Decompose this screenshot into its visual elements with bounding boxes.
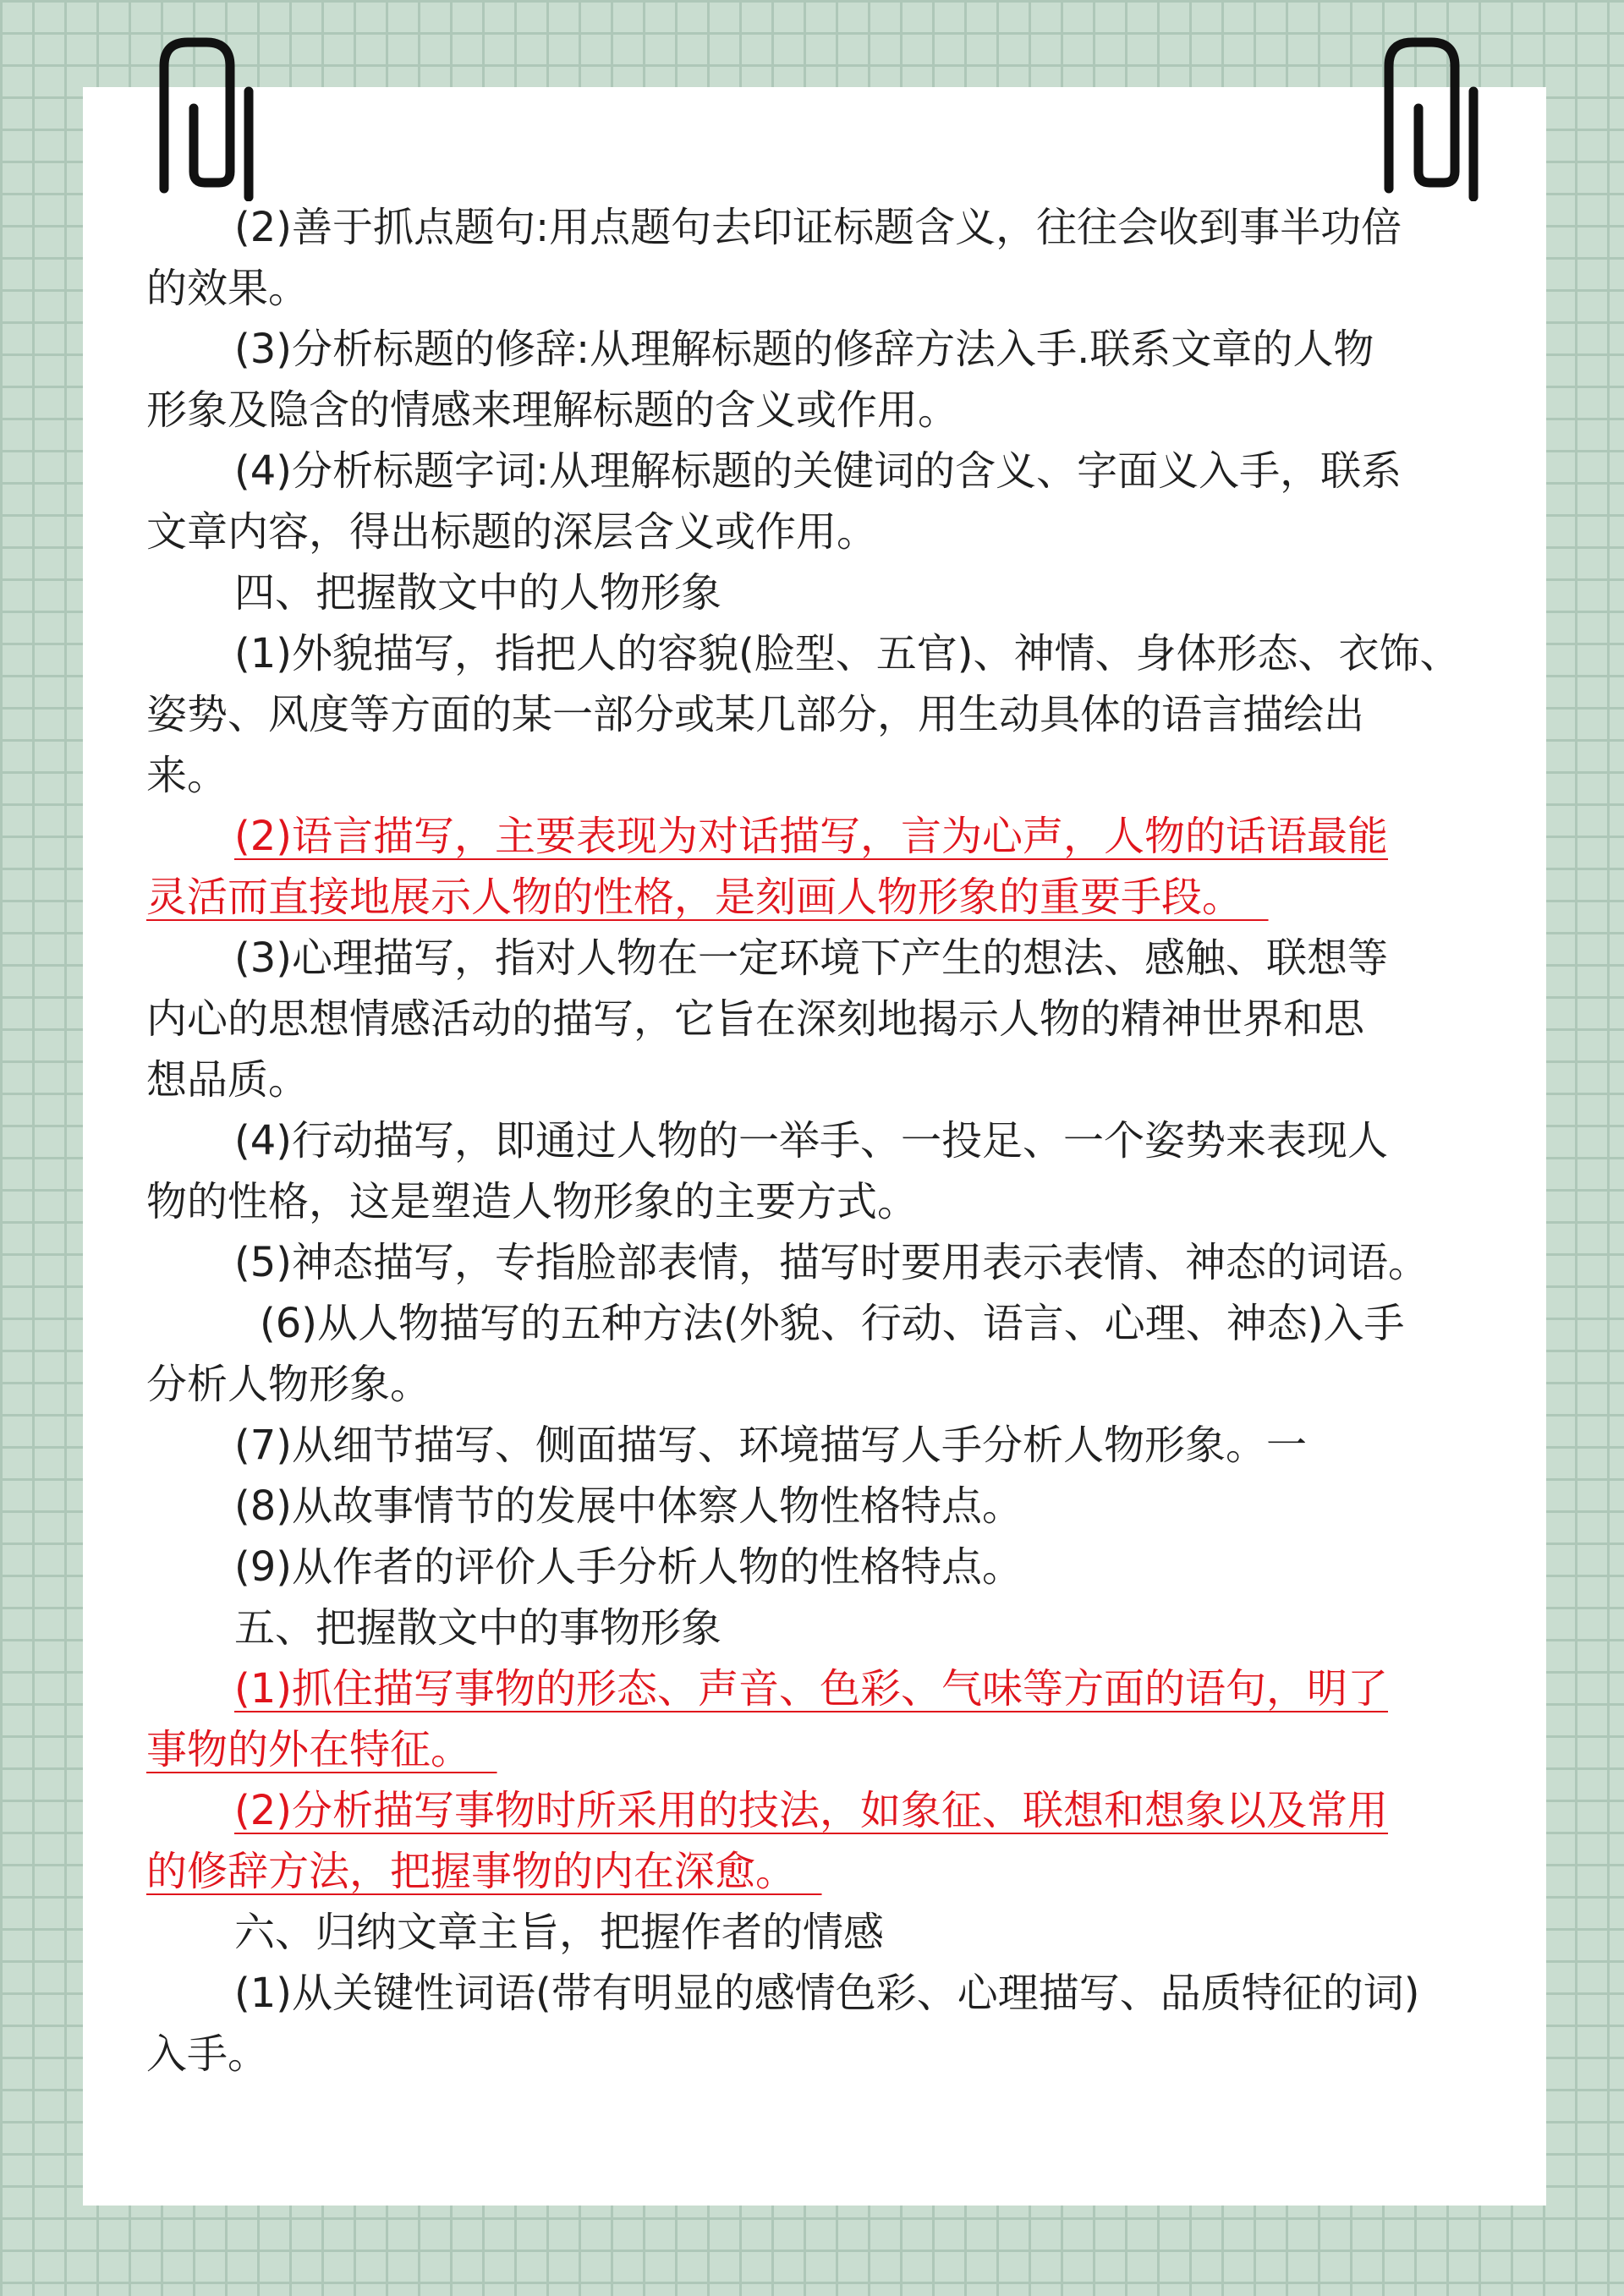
highlighted-line [146,1719,1480,1780]
text-line: 文章内容，得出标题的深层含义或作用。 [146,508,878,556]
text-line: (2)善于抓点题句:用点题句去印证标题含义，往往会收到事半功倍 [234,204,1402,251]
paragraph [146,623,1480,806]
text-line: (7)从细节描写、侧面描写、环境描写人手分析人物形象。一 [234,1422,1307,1469]
section-heading [146,1597,1480,1658]
paragraph [146,1232,1480,1293]
highlighted-text: (2)分析描写事物时所采用的技法，如象征、联想和想象以及常用 [234,1787,1388,1834]
text-line: 入手。 [146,2030,269,2078]
highlighted-text: (2)语言描写，主要表现为对话描写，言为心声，人物的话语最能 [234,813,1388,860]
paragraph [146,1293,1480,1415]
paragraph [146,197,1480,319]
highlighted-line [146,1658,1480,1719]
text-line: (1)从关键性词语(带有明显的感情色彩、心理描写、品质特征的词) [234,1970,1420,2017]
paper-clip-icon [1379,32,1480,201]
paragraph [146,1415,1480,1476]
heading-line: 六、归纳文章主旨，把握作者的情感 [234,1909,885,1956]
highlighted-line [146,867,1480,928]
text-line: (3)分析标题的修辞:从理解标题的修辞方法入手.联系文章的人物 [234,326,1374,373]
highlighted-text: 的修辞方法，把握事物的内在深愈。 [146,1848,822,1895]
text-line: 的效果。 [146,265,310,312]
text-line: 想品质。 [146,1056,310,1104]
text-line: 姿势、风度等方面的某一部分或某几部分，用生动具体的语言描绘出 [146,691,1365,738]
highlighted-paragraph [146,1658,1480,1780]
heading-line: 四、把握散文中的人物形象 [234,569,722,616]
text-line: (1)外貌描写，指把人的容貌(脸型、五官)、神情、身体形态、衣饰、 [234,630,1461,677]
text-line: 来。 [146,752,228,799]
highlighted-paragraph [146,806,1480,928]
text-line: 形象及隐含的情感来理解标题的含义或作用。 [146,386,959,434]
paragraph [146,928,1480,1110]
highlighted-text: 灵活而直接地展示人物的性格，是刻画人物形象的重要手段。 [146,874,1269,921]
text-line: 分析人物形象。 [146,1361,431,1408]
paragraph [146,1537,1480,1597]
paragraph [146,441,1480,562]
text-line: 内心的思想情感活动的描写，它旨在深刻地揭示人物的精神世界和思 [146,995,1365,1043]
paragraph [146,1476,1480,1537]
highlighted-paragraph [146,1780,1480,1902]
paragraph [146,1110,1480,1232]
text-line: (5)神态描写，专指脸部表情，描写时要用表示表情、神态的词语。 [234,1239,1429,1286]
paragraph [146,1963,1480,2085]
paragraph [146,319,1480,441]
text-line: (4)分析标题字词:从理解标题的关健词的含义、字面义入手，联系 [234,447,1402,495]
text-line: 物的性格，这是塑造人物形象的主要方式。 [146,1178,919,1225]
section-heading [146,562,1480,623]
highlighted-text: 事物的外在特征。 [146,1726,497,1773]
section-heading [146,1902,1480,1963]
highlighted-text: (1)抓住描写事物的形态、声音、色彩、气味等方面的语句，明了 [234,1665,1388,1712]
highlighted-line [146,806,1480,867]
text-line: (3)心理描写，指对人物在一定环境下产生的想法、感触、联想等 [234,934,1388,982]
text-line: (9)从作者的评价人手分析人物的性格特点。 [234,1543,1023,1591]
highlighted-line [146,1841,1480,1902]
paper-clip-icon [154,32,255,201]
document-body [146,197,1480,2085]
heading-line: 五、把握散文中的事物形象 [234,1604,722,1652]
text-line: (8)从故事情节的发展中体察人物性格特点。 [234,1482,1023,1530]
text-line: (4)行动描写，即通过人物的一举手、一投足、一个姿势来表现人 [234,1117,1388,1164]
highlighted-line [146,1780,1480,1841]
text-line: (6)从人物描写的五种方法(外貌、行动、语言、心理、神态)入手 [260,1300,1405,1347]
